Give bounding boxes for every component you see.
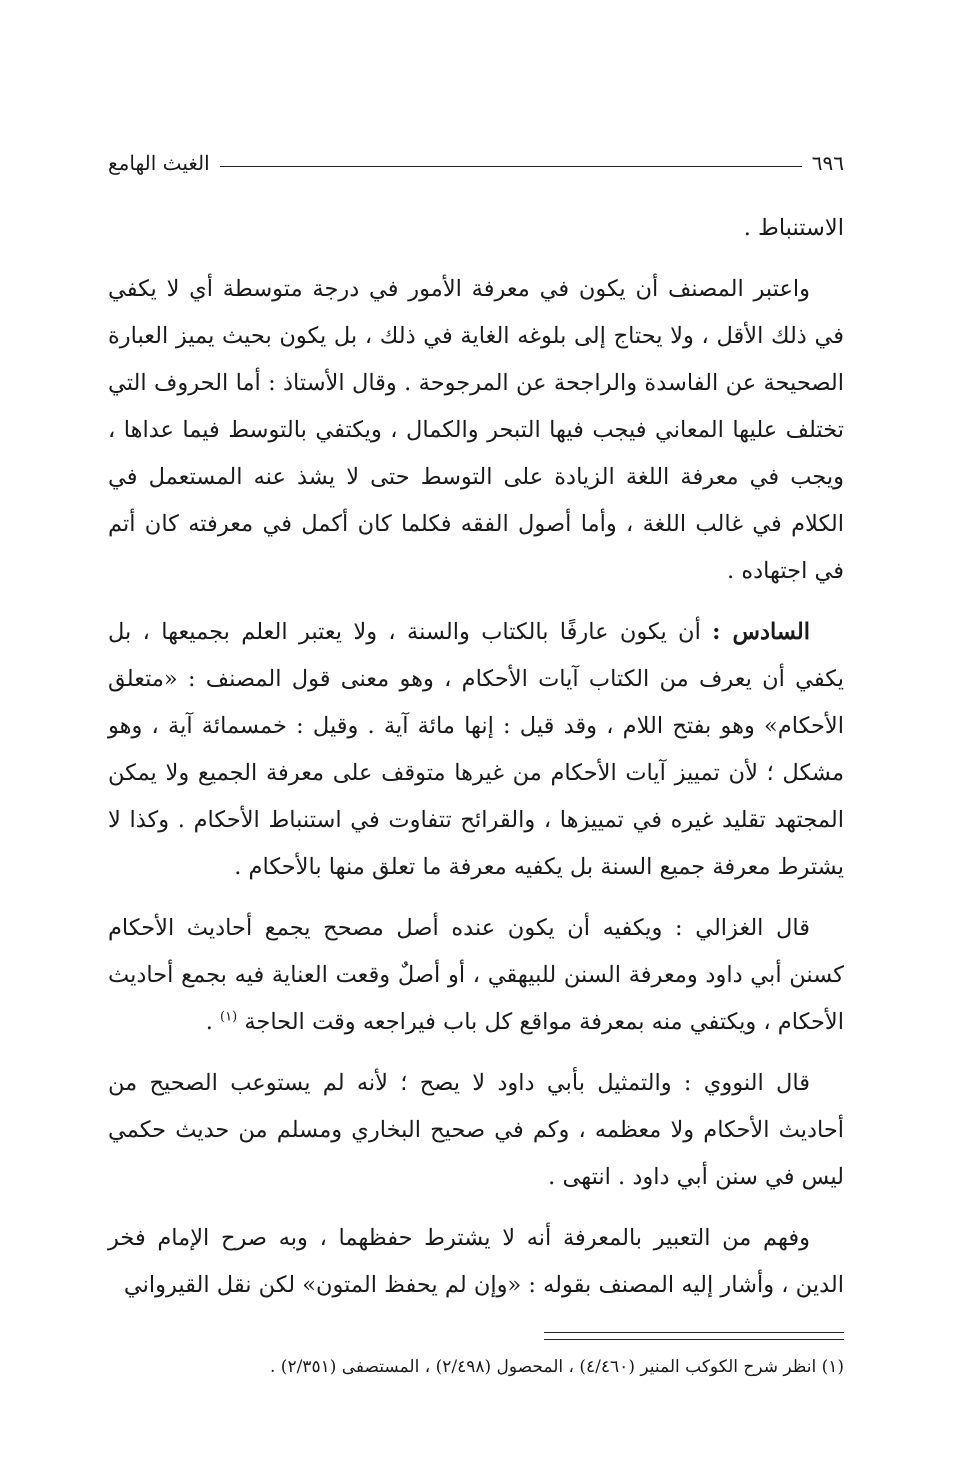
page-number: ٦٩٦ bbox=[811, 151, 844, 175]
paragraph bbox=[108, 609, 844, 891]
paragraph: قال النووي : والتمثيل بأبي داود لا يصح ؛ لأنه لم يستوعب الصحيح من أحاديث الأحكام ولا معظمه ، وكم في صحيح البخاري ومسلم من حديث حكمي ليس في سنن أبي داود . انتهى . bbox=[108, 1070, 844, 1190]
main-text bbox=[108, 205, 844, 1309]
paragraph-text: قال الغزالي : ويكفيه أن يكون عنده أصل مصحح يجمع أحاديث الأحكام كسنن أبي داود ومعرفة السنن للبيهقي ، أو أصلٌ وقعت العناية فيه بجمع أحاديث الأحكام ، ويكتفي منه بمعرفة مواقع كل باب فيراجعه وقت الحاجة bbox=[108, 915, 844, 1035]
paragraph-tail: . bbox=[205, 1009, 221, 1035]
footnote: (١) انظر شرح الكوكب المنير (٤/٤٦٠) ، المحصول (٢/٤٩٨) ، المستصفى (٢/٣٥١) . bbox=[270, 1357, 844, 1377]
header-rule bbox=[220, 166, 802, 167]
paragraph-continuation: الاستنباط . bbox=[743, 215, 844, 241]
section-term: السادس : bbox=[712, 619, 810, 645]
paragraph: وفهم من التعبير بالمعرفة أنه لا يشترط حفظهما ، وبه صرح الإمام فخر الدين ، وأشار إليه المصنف بقوله : «وإن لم يحفظ المتون» لكن نقل القيرواني bbox=[108, 1225, 844, 1298]
footnote-separator bbox=[544, 1332, 844, 1340]
paragraph-text: أن يكون عارفًا بالكتاب والسنة ، ولا يعتبر العلم بجميعها ، بل يكفي أن يعرف من الكتاب آيات الأحكام ، وهو معنى قول المصنف : «متعلق الأحكام» وهو بفتح اللام ، وقد قيل : إنها مائة آية . وقيل : خمسمائة آية ، وهو مشكل ؛ لأن تمييز آيات الأحكام من غيرها متوقف على معرفة الجميع ولا يمكن المجتهد تقليد غيره في تمييزها ، والقرائح تتفاوت في استنباط الأحكام . وكذا لا يشترط معرفة جميع السنة بل يكفيه معرفة ما تعلق منها بالأحكام . bbox=[108, 619, 844, 880]
running-header bbox=[108, 148, 844, 178]
book-title: الغيث الهامع bbox=[108, 151, 210, 175]
footnote-marker: (١) bbox=[220, 1009, 238, 1025]
paragraph bbox=[108, 905, 844, 1046]
paragraph: واعتبر المصنف أن يكون في معرفة الأمور في درجة متوسطة أي لا يكفي في ذلك الأقل ، ولا يحتاج إلى بلوغه الغاية في ذلك ، بل يكون بحيث يميز العبارة الصحيحة عن الفاسدة والراجحة عن المرجوحة . وقال الأستاذ : أما الحروف التي تختلف عليها المعاني فيجب فيها التبحر والكمال ، ويكتفي بالتوسط فيما عداها ، ويجب في معرفة اللغة الزيادة على التوسط حتى لا يشذ عنه المستعمل في الكلام في غالب اللغة ، وأما أصول الفقه فكلما كان أكمل في معرفته كان أتم في اجتهاده . bbox=[108, 276, 844, 584]
